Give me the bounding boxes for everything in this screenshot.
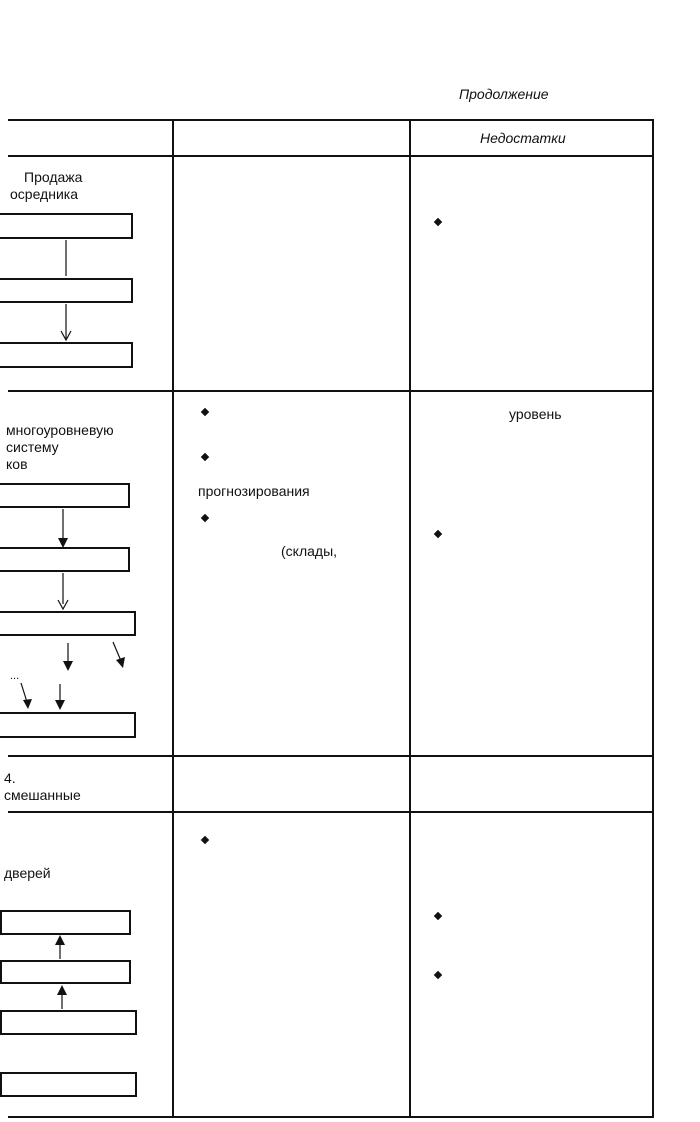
row4-label-line1: дверей bbox=[4, 865, 51, 881]
row2-mid-text-forecasting: прогнозирования bbox=[198, 483, 310, 499]
continuation-label: Продолжение bbox=[459, 86, 549, 102]
row2-ellipsis: ... bbox=[10, 670, 20, 682]
row3-label-line1: 4. bbox=[4, 770, 16, 786]
column-header-disadvantages: Недостатки bbox=[480, 130, 566, 146]
row1-label-line1: Продажа bbox=[24, 169, 83, 185]
row2-label-line1: многоуровневую bbox=[6, 422, 114, 438]
row2-right-text-level: уровень bbox=[509, 406, 562, 422]
row2-label-line3: ков bbox=[6, 456, 28, 472]
row3-label-line2: смешанные bbox=[4, 787, 81, 803]
row2-label-line2: систему bbox=[6, 439, 59, 455]
row1-label-line2: осредника bbox=[10, 186, 78, 202]
row2-mid-text-warehouses: (склады, bbox=[281, 543, 338, 559]
